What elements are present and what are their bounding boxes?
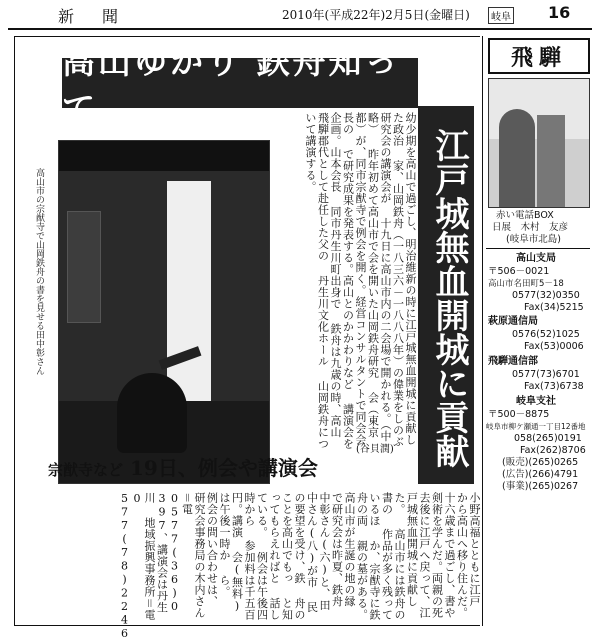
bottom-col-16: 民の要望を受け、鉄 [293, 492, 319, 613]
issue-date: 2010年(平成22年)2月5日(金曜日) [282, 8, 470, 22]
office-takayama-line: 高山市名田町5－18 [488, 279, 564, 289]
photo-caption: 高山市の宗猷寺で山岡鉄舟の書を見せる田中彰さん [34, 168, 44, 375]
office-gifu-line: (事業)(265)0267 [502, 481, 579, 492]
article-photo [58, 140, 270, 484]
header-rule [8, 28, 592, 30]
office-gifu-line: (販売)(265)0265 [502, 457, 579, 468]
office-hagiwara-line: 0576(52)1025 [512, 329, 580, 340]
office-gifu-line: 岐阜市柳ケ瀬通一丁目12番地 [486, 422, 586, 431]
body-col-3: 十九日に高山市内の二会場で開かれる。（中略） [366, 112, 392, 442]
sidebar-photo-phonebox [537, 115, 565, 207]
photo-ceiling [59, 141, 269, 171]
body-col-9: 鉄舟は九歳の時、高山 [329, 323, 342, 438]
sidebar-photographer-location: (岐阜市北島) [506, 234, 561, 245]
office-gifu-line: 〒500－8875 [488, 409, 550, 420]
body-col-4: 昨年初めて高山市で会を開いた山岡鉄舟研究 [366, 148, 380, 379]
bottom-col-12: 高山市が生誕の地の縁 [343, 492, 356, 607]
page-number: 16 [548, 3, 571, 22]
body-col-2: 家、山岡鉄舟（一八三六－一八八八年）の偉業をしのぶ研究会の講演会が [379, 112, 405, 448]
author-byline: (谷貝潤) [356, 444, 394, 455]
body-col-11: 丹生川文化ホール [316, 275, 330, 367]
person-silhouette [117, 373, 187, 453]
bottom-col-1: 小野高福とともに江戸 [468, 492, 481, 607]
bottom-col-8: 高山市には鉄舟の書の [380, 492, 406, 621]
bottom-col-21: 参加料は千五百円。講演 [230, 492, 256, 621]
bottom-col-20: 例会は午後四時から [243, 492, 269, 621]
bottom-col-5: 去後に江戸へ戻って、江 [418, 492, 431, 619]
office-gifu-name: 岐阜支社 [516, 396, 556, 407]
sidebar-title: 飛騨 [488, 38, 590, 74]
body-col-7: 講演会を企画。山本会長 [329, 112, 355, 450]
bottom-col-22: 会(無料)は午後一時か [218, 492, 244, 613]
bottom-col-2: から高山へ移り住んだ。 [455, 492, 469, 619]
bottom-col-26: ＝電0577(36)0 [168, 492, 194, 614]
body-col-5: 会（東京都）が、同市宗猷寺で例会を開く。経営コンサルタントで同会会長の [341, 112, 380, 446]
sidebar-photographer: 日展 木村 友彦 [492, 222, 569, 233]
bottom-col-13: で研究会は昨夏、鉄舟 [330, 492, 344, 607]
body-col-1: 幼少期を高山で過ごし、明治維新の時に江戸城無血開城に貢献した政治 [391, 112, 417, 446]
bottom-col-9: 作品が多く残っているほ [368, 492, 394, 621]
body-col-8: 同市丹生川町出身で [329, 206, 342, 310]
office-takayama-line: 〒506－0021 [488, 266, 550, 277]
office-hagiwara-line: Fax(53)0006 [524, 341, 584, 352]
bottom-col-17: 舟のことを高山でもっ [280, 492, 306, 621]
photo-window [67, 211, 101, 323]
office-takayama-line: Fax(34)5215 [524, 302, 584, 313]
office-gifu-line: Fax(262)8706 [520, 445, 586, 456]
office-takayama-line: 0577(32)0350 [512, 290, 580, 301]
bottom-col-15: 中さん(八)が市 [305, 492, 319, 588]
article-frame-left [14, 36, 15, 626]
bottom-col-18: と知ってもらえればと [268, 492, 294, 621]
sub-headline-small: 宗猷寺など [48, 461, 124, 479]
bottom-col-6: 戸城無血開城に貢献し [405, 492, 419, 607]
bottom-col-10: か、宗猷寺に鉄舟の両 [355, 492, 381, 621]
article-body [274, 112, 416, 452]
sub-headline-main: 19日、例会や講演会 [129, 456, 318, 480]
bottom-col-19: 話している。 [255, 492, 281, 621]
office-hida-line: Fax(73)6738 [524, 381, 584, 392]
article-body-bottom [48, 492, 481, 641]
body-col-10: 飛騨郡代として赴任した父の [316, 112, 330, 262]
office-hagiwara-name: 萩原通信局 [488, 316, 538, 327]
article-frame-bottom [14, 625, 480, 626]
bottom-col-28: 地域振興事務所＝電0 [130, 492, 156, 621]
section-badge: 岐阜 [488, 7, 514, 24]
bottom-col-25: 研究会事務局の木内さん [193, 492, 206, 619]
sub-headline [48, 452, 416, 488]
bottom-col-7: た。 [393, 492, 406, 515]
sidebar-rule [486, 248, 590, 249]
bottom-col-24: 例会の問い合わせは、 [205, 492, 219, 607]
bottom-col-11: 親の墓がある。 [355, 540, 369, 621]
bottom-col-4: 剣術を学んだ。両親の死 [430, 492, 444, 619]
bottom-col-23: ら。 [218, 574, 231, 598]
body-col-12: 山岡鉄舟について講演する。 [304, 112, 330, 450]
paper-name: 新聞 [58, 7, 147, 26]
office-takayama-name: 高山支局 [516, 253, 556, 264]
bottom-col-14: 中彰さん(六)と、田 [318, 492, 331, 611]
bottom-col-27: 397、講演会は丹生川 [143, 492, 169, 613]
main-headline: 高山ゆかり 鉄舟知って [62, 58, 418, 108]
sidebar-photo [488, 78, 590, 208]
office-gifu-line: 058(265)0191 [514, 433, 582, 444]
column-divider [482, 36, 483, 626]
sidebar-photo-label: 赤い電話BOX [496, 210, 554, 221]
office-gifu-line: (広告)(266)4791 [502, 469, 579, 480]
bottom-col-3: 十六歳まで過ごし、書や [443, 492, 456, 619]
sidebar-photo-tree [499, 109, 535, 207]
body-col-6: で研究成果を発表する。高山とのかかわりなど [341, 148, 355, 390]
vertical-headline: 江戸城無血開城に貢献 [418, 106, 474, 484]
office-hida-line: 0577(73)6701 [512, 369, 580, 380]
bottom-col-29: 577(78)2246 [118, 492, 131, 641]
office-hida-name: 飛騨通信部 [488, 356, 538, 367]
